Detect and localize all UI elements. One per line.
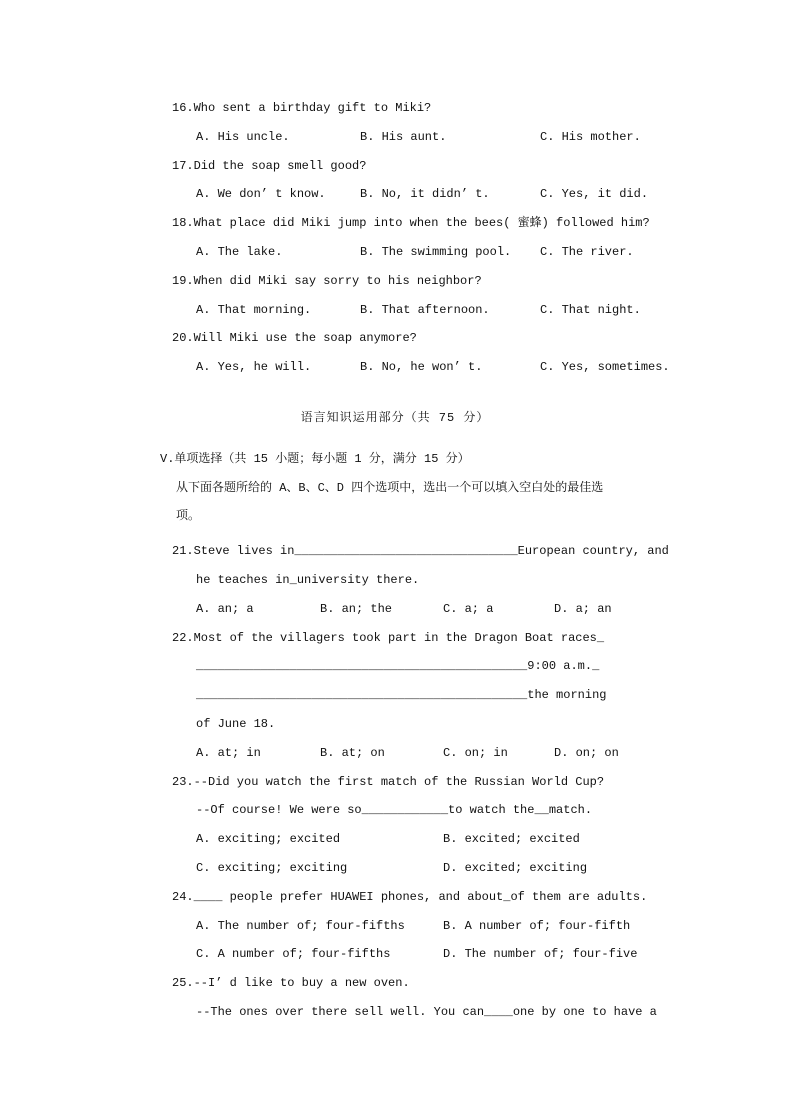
option-item: A. We don’ t know.	[196, 187, 326, 202]
question-line: 17.Did the soap smell good?	[172, 158, 367, 173]
options-row	[196, 353, 790, 382]
options-row	[196, 180, 790, 209]
options-row	[196, 825, 790, 854]
options-row	[196, 296, 790, 325]
continuation-line: --The ones over there sell well. You can____one by one to have a	[196, 1004, 657, 1019]
options-row	[196, 854, 790, 883]
option-item: C. a; a	[443, 601, 494, 616]
option-item: C. exciting; exciting	[196, 860, 348, 875]
options-row	[196, 912, 790, 941]
question-line: 25.--I’ d like to buy a new oven.	[172, 976, 410, 991]
options-row	[196, 238, 790, 267]
option-item: D. on; on	[554, 745, 619, 760]
question-line: 21.Steve lives in_______________________________European country, and	[172, 544, 669, 559]
continuation-line: of June 18.	[196, 716, 276, 731]
option-item: D. excited; exciting	[443, 860, 588, 875]
continuation-line: he teaches in_university there.	[196, 572, 420, 587]
question-line: 23.--Did you watch the first match of the Russian World Cup?	[172, 774, 605, 789]
option-item: B. A number of; four-fifth	[443, 918, 631, 933]
option-item: B. at; on	[320, 745, 385, 760]
option-item: B. an; the	[320, 601, 393, 616]
options-row	[196, 123, 790, 152]
instruction-line: 从下面各题所给的 A、B、C、D 四个选项中，选出一个可以填入空白处的最佳选	[176, 480, 604, 495]
option-item: C. on; in	[443, 745, 508, 760]
option-item: B. That afternoon.	[360, 302, 490, 317]
options-row	[196, 940, 790, 969]
section-heading: 语言知识运用部分（共 75 分）	[300, 410, 490, 425]
option-item: C. That night.	[540, 302, 641, 317]
option-item: C. A number of; four-fifths	[196, 947, 391, 962]
option-item: A. Yes, he will.	[196, 360, 312, 375]
question-line: 19.When did Miki say sorry to his neighbor?	[172, 273, 482, 288]
option-item: A. at; in	[196, 745, 261, 760]
question-line: 24.____ people prefer HUAWEI phones, and about_of them are adults.	[172, 889, 648, 904]
option-item: C. Yes, sometimes.	[540, 360, 670, 375]
options-row	[196, 595, 790, 624]
option-item: A. The number of; four-fifths	[196, 918, 405, 933]
option-item: B. No, it didn’ t.	[360, 187, 490, 202]
option-item: C. The river.	[540, 244, 634, 259]
section-title: V.单项选择（共 15 小题；每小题 1 分，满分 15 分）	[160, 451, 470, 466]
continuation-line: --Of course! We were so____________to watch the__match.	[196, 803, 593, 818]
question-line: 18.What place did Miki jump into when the bees( 蜜蜂) followed him?	[172, 216, 650, 231]
option-item: B. excited; excited	[443, 832, 580, 847]
question-line: 22.Most of the villagers took part in the Dragon Boat races_	[172, 630, 605, 645]
option-item: D. a; an	[554, 601, 612, 616]
option-item: A. exciting; excited	[196, 832, 341, 847]
option-item: C. His mother.	[540, 129, 641, 144]
option-item: B. The swimming pool.	[360, 244, 512, 259]
continuation-line: ______________________________________________the morning	[196, 688, 607, 703]
document-body	[0, 94, 790, 1027]
option-item: A. an; a	[196, 601, 254, 616]
instruction-line: 项。	[176, 509, 201, 524]
option-item: D. The number of; four-five	[443, 947, 638, 962]
option-item: B. His aunt.	[360, 129, 447, 144]
continuation-line: ______________________________________________9:00 a.m._	[196, 659, 600, 674]
question-line: 20.Will Miki use the soap anymore?	[172, 331, 417, 346]
option-item: B. No, he won’ t.	[360, 360, 483, 375]
option-item: A. The lake.	[196, 244, 283, 259]
option-item: A. That morning.	[196, 302, 312, 317]
options-row	[196, 739, 790, 768]
question-line: 16.Who sent a birthday gift to Miki?	[172, 101, 432, 115]
option-item: A. His uncle.	[196, 129, 290, 144]
option-item: C. Yes, it did.	[540, 187, 649, 202]
